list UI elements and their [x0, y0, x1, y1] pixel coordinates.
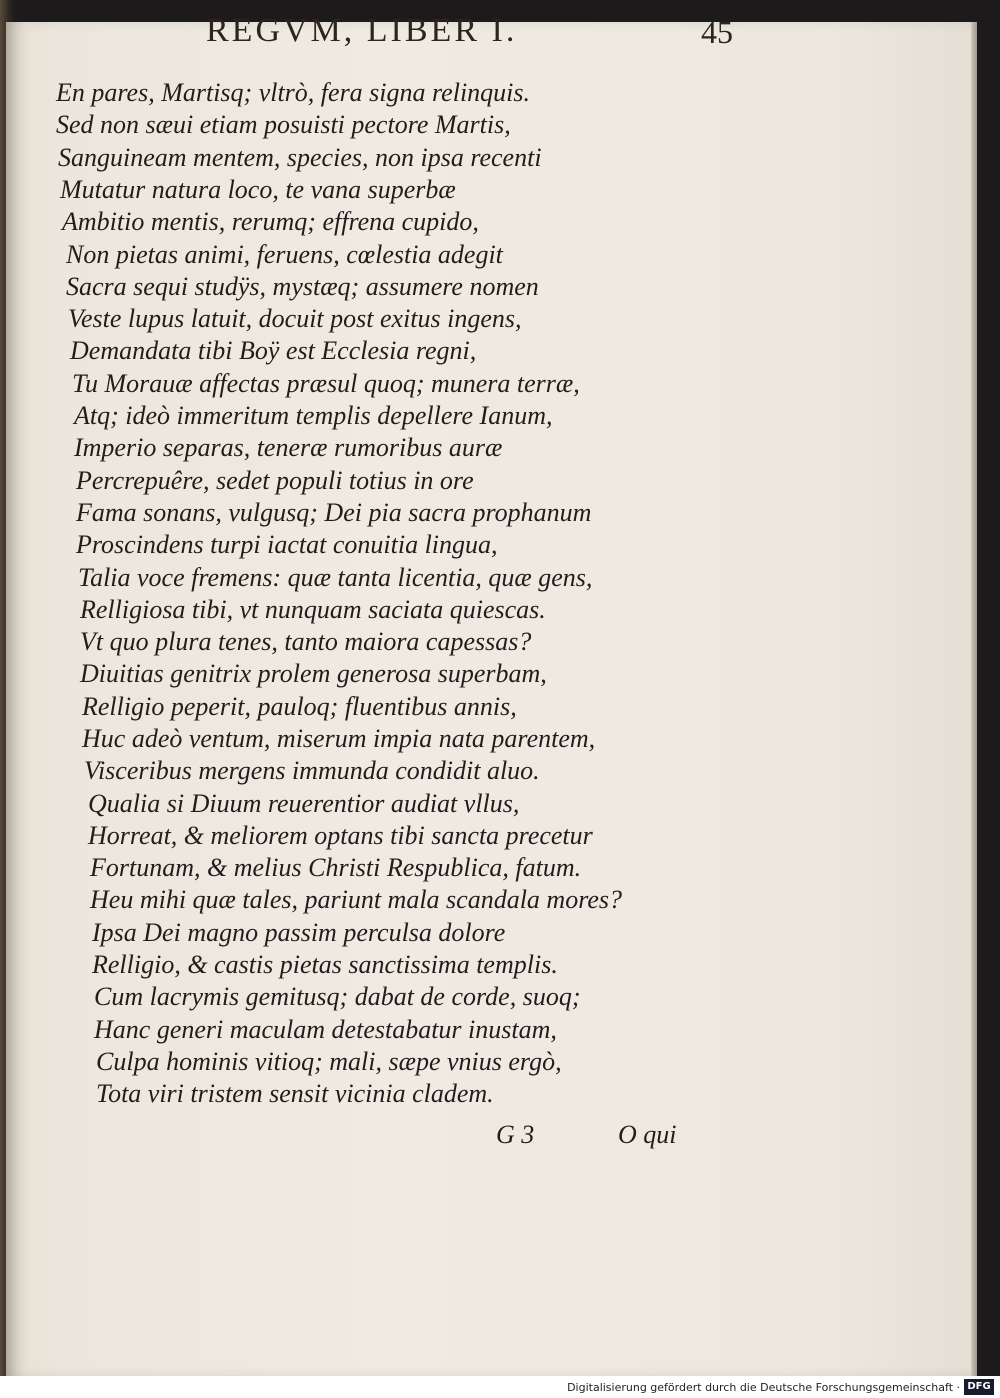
- verse-line: Tu Morauæ affectas præsul quoq; munera terræ,: [72, 369, 580, 398]
- verse-line: Qualia si Diuum reuerentior audiat vllus,: [88, 789, 520, 818]
- catchword: O qui: [618, 1120, 677, 1149]
- verse-line: Proscindens turpi iactat conuitia lingua,: [76, 530, 498, 559]
- dfg-logo-icon: DFG: [964, 1379, 994, 1395]
- digitization-footer: [0, 1376, 1000, 1398]
- verse-line: Diuitias genitrix prolem generosa superbam,: [80, 659, 547, 688]
- verse-line: Cum lacrymis gemitusq; dabat de corde, suoq;: [94, 982, 581, 1011]
- verse-block: [6, 22, 971, 1376]
- verse-line: Imperio separas, teneræ rumoribus auræ: [74, 433, 503, 462]
- verse-line: Talia voce fremens: quæ tanta licentia, quæ gens,: [78, 563, 593, 592]
- verse-line: Huc adeò ventum, miserum impia nata parentem,: [82, 724, 596, 753]
- page-edge: [971, 22, 977, 1376]
- verse-line: Hanc generi maculam detestabatur inustam,: [94, 1015, 557, 1044]
- verse-line: Culpa hominis vitioq; mali, sæpe vnius ergò,: [96, 1047, 562, 1076]
- verse-line: Horreat, & meliorem optans tibi sancta precetur: [88, 821, 593, 850]
- verse-line: Tota viri tristem sensit vicinia cladem.: [96, 1079, 494, 1108]
- running-head: REGVM, LIBER I.: [206, 12, 518, 49]
- verse-line: Sanguineam mentem, species, non ipsa recenti: [58, 143, 542, 172]
- verse-line: Heu mihi quæ tales, pariunt mala scandala mores?: [90, 885, 623, 914]
- page-number: 45: [701, 14, 733, 50]
- verse-line: Relligiosa tibi, vt nunquam saciata quiescas.: [80, 595, 546, 624]
- verse-line: Ipsa Dei magno passim perculsa dolore: [92, 918, 506, 947]
- book-page: [6, 12, 971, 1376]
- funding-credit: Digitalisierung gefördert durch die Deutsche Forschungsgemeinschaft ·: [567, 1381, 960, 1394]
- verse-line: Sacra sequi studÿs, mystæq; assumere nomen: [66, 272, 539, 301]
- signature-mark: G 3: [496, 1120, 535, 1149]
- verse-line: Visceribus mergens immunda condidit aluo.: [84, 756, 540, 785]
- verse-line: Demandata tibi Boÿ est Ecclesia regni,: [70, 336, 477, 365]
- verse-line: Ambitio mentis, rerumq; effrena cupido,: [62, 207, 479, 236]
- verse-line: Fortunam, & melius Christi Respublica, fatum.: [90, 853, 582, 882]
- verse-line: Percrepuêre, sedet populi totius in ore: [76, 466, 474, 495]
- verse-line: Atq; ideò immeritum templis depellere Ianum,: [74, 401, 553, 430]
- verse-line: Veste lupus latuit, docuit post exitus ingens,: [68, 304, 522, 333]
- verse-line: Relligio peperit, pauloq; fluentibus annis,: [82, 692, 517, 721]
- verse-line: Sed non sæui etiam posuisti pectore Martis,: [56, 110, 511, 139]
- verse-line: Relligio, & castis pietas sanctissima templis.: [92, 950, 558, 979]
- verse-line: Vt quo plura tenes, tanto maiora capessas?: [80, 627, 532, 656]
- verse-line: En pares, Martisq; vltrò, fera signa relinquis.: [56, 78, 531, 107]
- verse-line: Non pietas animi, feruens, cœlestia adegit: [66, 240, 503, 269]
- verse-line: Mutatur natura loco, te vana superbæ: [60, 175, 456, 204]
- verse-line: Fama sonans, vulgusq; Dei pia sacra prophanum: [76, 498, 592, 527]
